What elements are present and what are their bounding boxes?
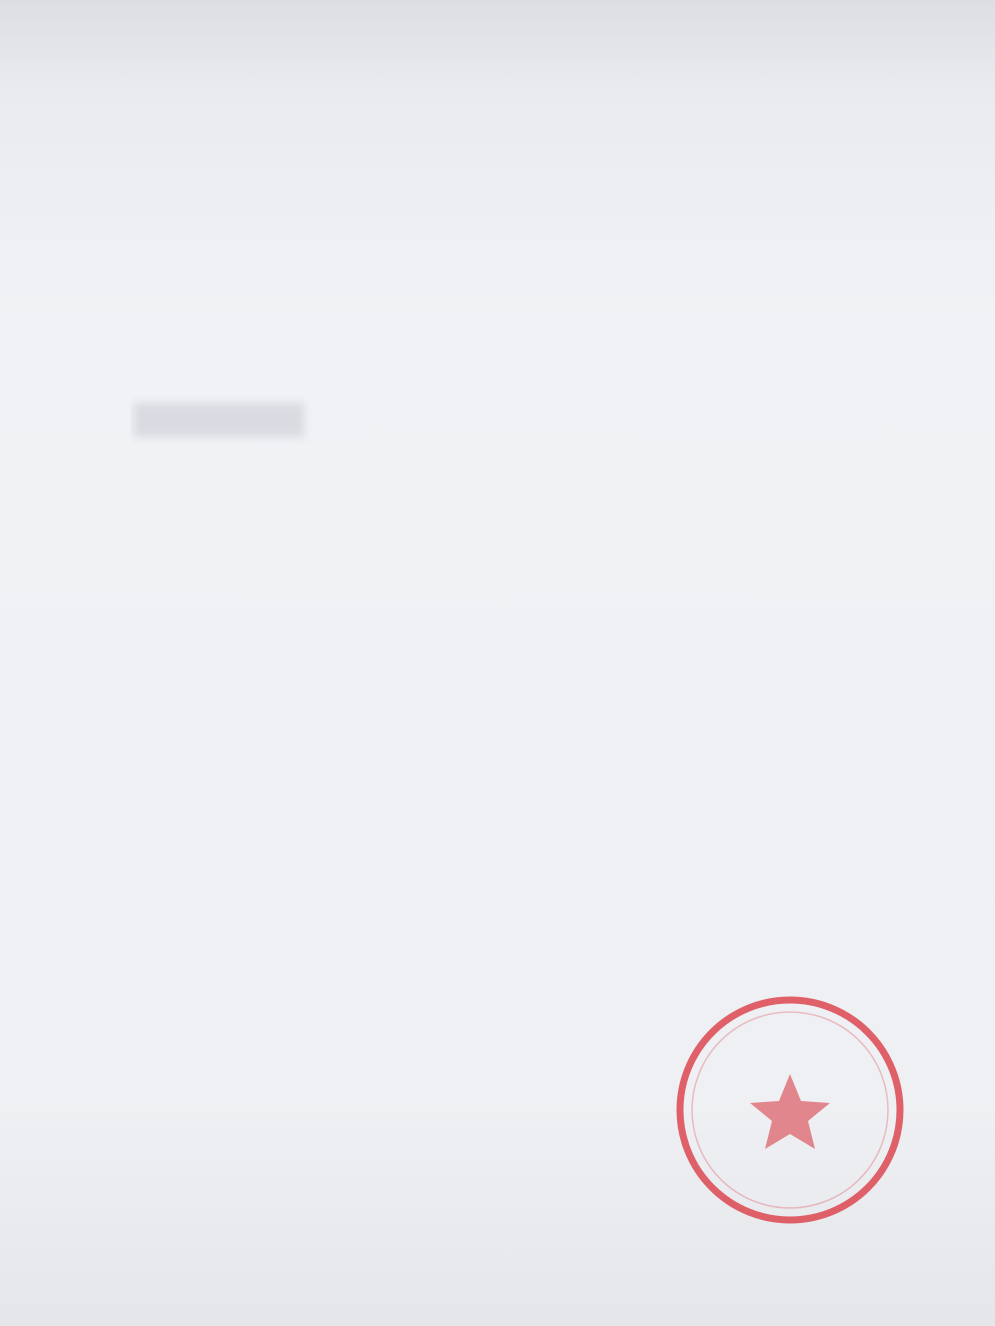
official-seal-icon [670, 990, 910, 1230]
paragraph-1-line-2 [68, 328, 948, 380]
paragraph-3-line-4 [90, 892, 950, 944]
paragraph-2-line-5 [86, 650, 956, 702]
paragraph-3-line-3 [88, 834, 948, 886]
redacted-name [134, 403, 304, 437]
paragraph-2-line-4 [84, 587, 954, 639]
paragraph-3-line-2 [88, 774, 948, 826]
paragraph-1-line-1 [118, 256, 958, 308]
letter-title [300, 112, 680, 168]
salutation [54, 190, 874, 242]
paragraph-2-line-1 [130, 392, 970, 444]
paragraph-2-line-2 [80, 460, 960, 512]
paragraph-2-line-3 [80, 524, 960, 576]
paragraph-3-line-1 [140, 713, 950, 765]
